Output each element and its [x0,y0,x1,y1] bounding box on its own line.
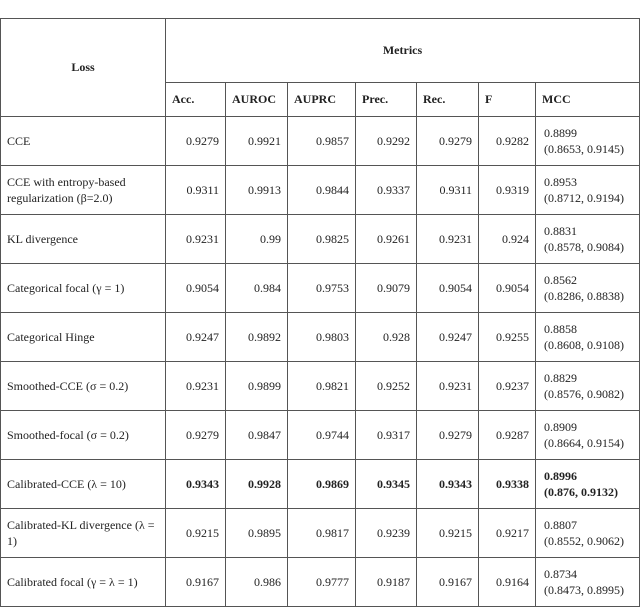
metric-value: 0.9054 [166,264,226,313]
metric-value: 0.9928 [226,460,288,509]
metric-value: 0.9231 [166,215,226,264]
metric-value: 0.9252 [356,362,417,411]
metric-value: 0.9343 [166,460,226,509]
metric-value: 0.9825 [288,215,356,264]
mcc-confidence-interval: (0.8664, 0.9154) [544,436,624,450]
table-row [1,558,640,607]
mcc-cell [536,509,640,558]
metric-value: 0.9279 [166,117,226,166]
mcc-cell [536,558,640,607]
mcc-value: 0.8858 [544,322,577,336]
metric-value: 0.9247 [166,313,226,362]
metric-value: 0.9215 [417,509,479,558]
loss-name: Calibrated-KL divergence (λ = 1) [1,509,166,558]
mcc-confidence-interval: (0.8473, 0.8995) [544,583,624,597]
metric-value: 0.9054 [479,264,536,313]
metric-value: 0.9337 [356,166,417,215]
column-header: AUROC [226,83,288,117]
metrics-header: Metrics [166,19,640,83]
mcc-value: 0.8953 [544,175,577,189]
mcc-confidence-interval: (0.8552, 0.9062) [544,534,624,548]
metric-value: 0.9317 [356,411,417,460]
mcc-confidence-interval: (0.8578, 0.9084) [544,240,624,254]
table-row [1,509,640,558]
metric-value: 0.9231 [417,362,479,411]
metric-value: 0.9231 [417,215,479,264]
metric-value: 0.9311 [166,166,226,215]
metric-value: 0.9847 [226,411,288,460]
mcc-cell [536,411,640,460]
metric-value: 0.9247 [417,313,479,362]
loss-header: Loss [1,19,166,117]
mcc-cell [536,460,640,509]
mcc-value: 0.8562 [544,273,577,287]
metric-value: 0.9343 [417,460,479,509]
table-row [1,313,640,362]
metric-value: 0.9817 [288,509,356,558]
metric-value: 0.9079 [356,264,417,313]
metric-value: 0.9895 [226,509,288,558]
metric-value: 0.9892 [226,313,288,362]
mcc-cell [536,215,640,264]
mcc-confidence-interval: (0.8712, 0.9194) [544,191,624,205]
mcc-value: 0.8996 [544,469,577,483]
mcc-cell [536,117,640,166]
column-header: MCC [536,83,640,117]
mcc-confidence-interval: (0.8286, 0.8838) [544,289,624,303]
table-row [1,460,640,509]
mcc-cell [536,362,640,411]
table-row [1,362,640,411]
metric-value: 0.9319 [479,166,536,215]
column-header: Acc. [166,83,226,117]
loss-name: Categorical Hinge [1,313,166,362]
loss-name: CCE [1,117,166,166]
metric-value: 0.9777 [288,558,356,607]
metric-value: 0.9255 [479,313,536,362]
results-table [0,18,640,607]
metric-value: 0.99 [226,215,288,264]
metric-value: 0.9279 [417,411,479,460]
column-header: AUPRC [288,83,356,117]
mcc-confidence-interval: (0.8608, 0.9108) [544,338,624,352]
table-row [1,411,640,460]
table-row [1,264,640,313]
metric-value: 0.9239 [356,509,417,558]
table-row [1,117,640,166]
metric-value: 0.9857 [288,117,356,166]
metric-value: 0.9345 [356,460,417,509]
column-header: Prec. [356,83,417,117]
column-header: Rec. [417,83,479,117]
mcc-value: 0.8829 [544,371,577,385]
mcc-confidence-interval: (0.8653, 0.9145) [544,142,624,156]
mcc-value: 0.8831 [544,224,577,238]
metric-value: 0.9261 [356,215,417,264]
metric-value: 0.9844 [288,166,356,215]
metric-value: 0.9231 [166,362,226,411]
metric-value: 0.9279 [417,117,479,166]
loss-name: Calibrated-CCE (λ = 10) [1,460,166,509]
metric-value: 0.928 [356,313,417,362]
loss-name: KL divergence [1,215,166,264]
mcc-cell [536,166,640,215]
metric-value: 0.9753 [288,264,356,313]
loss-name: Smoothed-focal (σ = 0.2) [1,411,166,460]
mcc-cell [536,264,640,313]
metric-value: 0.9164 [479,558,536,607]
metric-value: 0.9338 [479,460,536,509]
mcc-value: 0.8807 [544,518,577,532]
metric-value: 0.9215 [166,509,226,558]
metric-value: 0.9237 [479,362,536,411]
metric-value: 0.9187 [356,558,417,607]
metric-value: 0.9279 [166,411,226,460]
mcc-value: 0.8734 [544,567,577,581]
metric-value: 0.9167 [417,558,479,607]
metric-value: 0.986 [226,558,288,607]
mcc-confidence-interval: (0.8576, 0.9082) [544,387,624,401]
metric-value: 0.9054 [417,264,479,313]
mcc-value: 0.8899 [544,126,577,140]
loss-name: Smoothed-CCE (σ = 0.2) [1,362,166,411]
column-header: F [479,83,536,117]
loss-name: Calibrated focal (γ = λ = 1) [1,558,166,607]
metric-value: 0.9311 [417,166,479,215]
metric-value: 0.9217 [479,509,536,558]
metric-value: 0.984 [226,264,288,313]
metric-value: 0.9921 [226,117,288,166]
mcc-cell [536,313,640,362]
loss-name: Categorical focal (γ = 1) [1,264,166,313]
metric-value: 0.9869 [288,460,356,509]
table-row [1,166,640,215]
loss-name: CCE with entropy-based regularization (β=2.0) [1,166,166,215]
metric-value: 0.9282 [479,117,536,166]
mcc-value: 0.8909 [544,420,577,434]
metric-value: 0.9803 [288,313,356,362]
metric-value: 0.924 [479,215,536,264]
metric-value: 0.9287 [479,411,536,460]
metric-value: 0.9821 [288,362,356,411]
metric-value: 0.9292 [356,117,417,166]
metric-value: 0.9167 [166,558,226,607]
metric-value: 0.9744 [288,411,356,460]
mcc-confidence-interval: (0.876, 0.9132) [544,485,618,499]
metric-value: 0.9899 [226,362,288,411]
metric-value: 0.9913 [226,166,288,215]
table-row [1,215,640,264]
